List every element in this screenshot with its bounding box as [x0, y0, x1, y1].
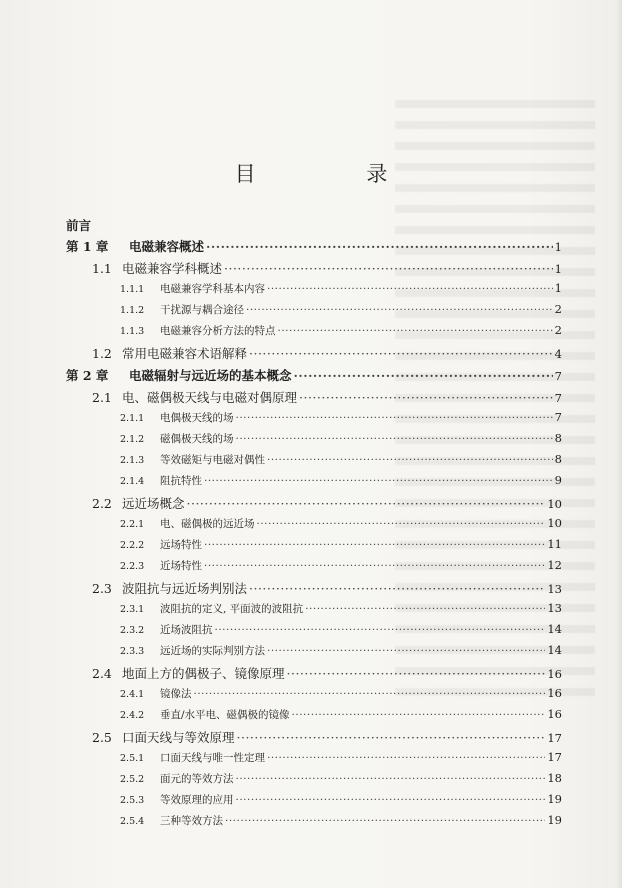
toc-entry-page: 7 [554, 391, 562, 405]
toc-entry-sub [66, 410, 562, 431]
toc-entry-page: 16 [547, 686, 562, 700]
toc-entry-number: 第 1 章 [66, 239, 109, 254]
toc-entry-page: 8 [554, 452, 562, 466]
toc-leader-dots [194, 688, 546, 700]
toc-entry-number: 1.1.1 [120, 284, 145, 295]
toc-entry-page: 13 [547, 601, 562, 615]
toc-entry-sub [66, 537, 562, 558]
toc-entry-preface [66, 216, 562, 237]
toc-entry-section [66, 579, 562, 601]
toc-entry-page: 1 [554, 240, 562, 254]
toc-entry-label: 远场特性 [160, 539, 202, 551]
toc-entry-number: 2.5 [92, 730, 112, 745]
toc-entry-page: 10 [547, 516, 562, 530]
toc-entry-page: 17 [547, 750, 562, 764]
toc-entry-sub [66, 452, 562, 473]
toc-entry-number: 2.1.1 [120, 413, 145, 424]
toc-leader-dots [187, 496, 546, 511]
toc-entry-sub [66, 771, 562, 792]
toc-entry-number: 1.1.2 [120, 305, 145, 316]
toc-entry-label: 口面天线与等效原理 [122, 730, 235, 745]
toc-leader-dots [267, 752, 545, 764]
toc-entry-number: 2.3 [92, 581, 112, 596]
toc-entry-label: 口面天线与唯一性定理 [160, 752, 265, 764]
toc-entry-number: 2.1 [92, 390, 112, 405]
toc-entry-number: 2.5.4 [120, 816, 145, 827]
toc-entry-chapter [66, 237, 562, 259]
toc-leader-dots [267, 283, 553, 295]
toc-entry-label: 镜像法 [160, 688, 192, 700]
toc-entry-number: 2.5.1 [120, 753, 145, 764]
toc-entry-page: 8 [554, 431, 562, 445]
toc-entry-sub [66, 302, 562, 323]
toc-entry-sub [66, 792, 562, 813]
toc-entry-sub [66, 622, 562, 643]
toc-entry-sub [66, 750, 562, 771]
toc-entry-sub [66, 707, 562, 728]
toc-entry-number: 2.3.2 [120, 625, 145, 636]
toc-entry-page: 14 [547, 622, 562, 636]
toc-leader-dots [299, 390, 553, 405]
toc-entry-sub [66, 686, 562, 707]
toc-entry-page: 19 [547, 813, 562, 827]
toc-entry-label: 地面上方的偶极子、镜像原理 [122, 666, 285, 681]
toc-entry-label: 电磁辐射与远近场的基本概念 [129, 368, 292, 383]
toc-leader-dots [294, 368, 553, 383]
toc-entry-section [66, 388, 562, 410]
toc-entry-page: 11 [547, 537, 562, 551]
toc-entry-number: 1.1 [92, 261, 112, 276]
toc-entry-chapter [66, 366, 562, 388]
toc-entry-label: 等效磁矩与电磁对偶性 [160, 454, 265, 466]
toc-entry-page: 12 [547, 558, 562, 572]
toc-entry-sub [66, 601, 562, 622]
toc-entry-label: 远近场的实际判别方法 [160, 645, 265, 657]
toc-leader-dots [249, 581, 545, 596]
toc-entry-sub [66, 473, 562, 494]
toc-entry-page: 17 [547, 731, 562, 745]
toc-entry-label: 前言 [66, 218, 92, 233]
toc-entry-number: 2.2 [92, 496, 112, 511]
toc-entry-number: 2.3.1 [120, 604, 145, 615]
toc-entry-label: 波阻抗与远近场判别法 [122, 581, 248, 596]
toc-entry-page: 14 [547, 643, 562, 657]
toc-entry-label: 电、磁偶极的远近场 [160, 518, 255, 530]
toc-entry-section [66, 259, 562, 281]
table-of-contents [66, 216, 562, 834]
toc-entry-section [66, 494, 562, 516]
toc-entry-label: 波阻抗的定义, 平面波的波阻抗 [160, 603, 304, 615]
toc-entry-label: 常用电磁兼容术语解释 [122, 346, 248, 361]
toc-leader-dots [224, 261, 553, 276]
toc-entry-label: 垂直/水平电、磁偶极的镜像 [160, 709, 290, 721]
toc-entry-label: 电、磁偶极天线与电磁对偶原理 [122, 390, 298, 405]
toc-entry-sub [66, 323, 562, 344]
toc-entry-number: 1.1.3 [120, 326, 145, 337]
toc-entry-label: 等效原理的应用 [160, 794, 234, 806]
toc-entry-page: 7 [554, 369, 562, 383]
toc-entry-page: 18 [547, 771, 562, 785]
toc-entry-label: 电磁兼容学科基本内容 [160, 283, 265, 295]
scan-edge-shadow [616, 0, 622, 888]
toc-entry-number: 2.4 [92, 666, 112, 681]
toc-leader-dots [225, 815, 545, 827]
toc-leader-dots [278, 325, 553, 337]
toc-entry-page: 10 [547, 497, 562, 511]
toc-entry-number: 1.2 [92, 346, 112, 361]
toc-entry-label: 电磁兼容学科概述 [122, 261, 223, 276]
toc-entry-number: 2.4.1 [120, 689, 145, 700]
toc-entry-label: 近场波阻抗 [160, 624, 213, 636]
toc-leader-dots [305, 603, 545, 615]
toc-entry-label: 电偶极天线的场 [160, 412, 234, 424]
toc-entry-section [66, 664, 562, 686]
toc-entry-page: 19 [547, 792, 562, 806]
toc-entry-number: 2.5.3 [120, 795, 145, 806]
toc-entry-label: 近场特性 [160, 560, 202, 572]
toc-entry-page: 9 [554, 473, 562, 487]
toc-leader-dots [267, 454, 553, 466]
toc-entry-page: 4 [554, 347, 562, 361]
toc-leader-dots [236, 412, 553, 424]
toc-leader-dots [257, 518, 546, 530]
toc-entry-page: 7 [554, 410, 562, 424]
toc-entry-page: 1 [554, 281, 562, 295]
toc-entry-sub [66, 558, 562, 579]
toc-leader-dots [236, 794, 546, 806]
toc-leader-dots [206, 239, 553, 254]
toc-entry-number: 2.5.2 [120, 774, 145, 785]
toc-entry-label: 电磁兼容分析方法的特点 [160, 325, 276, 337]
toc-entry-number: 2.1.4 [120, 476, 145, 487]
page-title: 目 录 [234, 162, 440, 186]
toc-entry-number: 2.2.3 [120, 561, 145, 572]
toc-leader-dots [267, 645, 545, 657]
toc-leader-dots [204, 475, 553, 487]
toc-entry-label: 面元的等效方法 [160, 773, 234, 785]
toc-entry-label: 远近场概念 [122, 496, 185, 511]
toc-leader-dots [215, 624, 546, 636]
toc-entry-page: 13 [547, 582, 562, 596]
toc-entry-number: 2.1.2 [120, 434, 145, 445]
toc-entry-number: 2.2.2 [120, 540, 145, 551]
toc-entry-page: 1 [554, 262, 562, 276]
toc-entry-number: 第 2 章 [66, 368, 109, 383]
toc-entry-page: 16 [547, 707, 562, 721]
toc-entry-sub [66, 516, 562, 537]
toc-leader-dots [287, 666, 546, 681]
toc-leader-dots [246, 304, 553, 316]
toc-leader-dots [236, 433, 553, 445]
toc-entry-section [66, 728, 562, 750]
toc-entry-label: 磁偶极天线的场 [160, 433, 234, 445]
toc-entry-number: 2.2.1 [120, 519, 145, 530]
toc-entry-sub [66, 281, 562, 302]
toc-leader-dots [292, 709, 546, 721]
toc-entry-label: 三种等效方法 [160, 815, 223, 827]
toc-entry-label: 干扰源与耦合途径 [160, 304, 244, 316]
toc-entry-label: 阻抗特性 [160, 475, 202, 487]
toc-entry-number: 2.3.3 [120, 646, 145, 657]
toc-entry-section [66, 344, 562, 366]
toc-entry-sub [66, 431, 562, 452]
toc-entry-number: 2.1.3 [120, 455, 145, 466]
toc-entry-page: 16 [547, 667, 562, 681]
toc-entry-number: 2.4.2 [120, 710, 145, 721]
toc-entry-page: 2 [554, 323, 562, 337]
toc-entry-label: 电磁兼容概述 [129, 239, 205, 254]
toc-leader-dots [249, 346, 553, 361]
toc-entry-sub [66, 813, 562, 834]
toc-leader-dots [204, 539, 545, 551]
toc-entry-sub [66, 643, 562, 664]
toc-entry-page: 2 [554, 302, 562, 316]
toc-leader-dots [204, 560, 545, 572]
toc-leader-dots [236, 773, 546, 785]
toc-leader-dots [237, 730, 546, 745]
